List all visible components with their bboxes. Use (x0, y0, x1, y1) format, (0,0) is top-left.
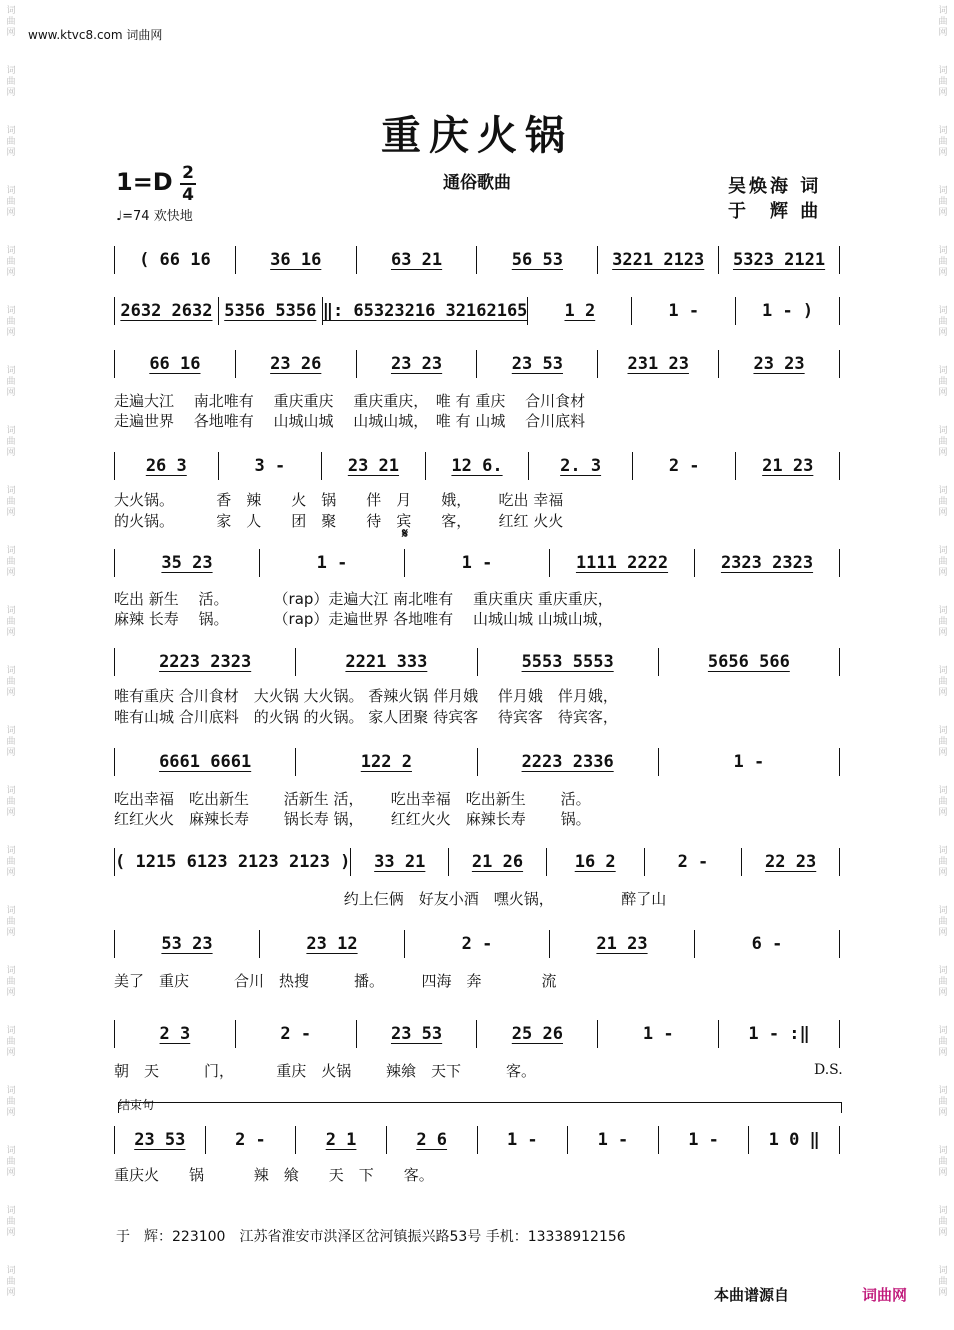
measure: 2 - (645, 848, 743, 876)
score-line-4 (114, 452, 840, 480)
measure: 21 26 (449, 848, 547, 876)
watermark-text: 词曲网 (6, 6, 16, 38)
watermark-text: 词曲网 (6, 246, 16, 278)
song-genre: 通俗歌曲 (443, 173, 511, 193)
watermark-text: 词曲网 (938, 246, 948, 278)
score-line-5 (114, 549, 840, 577)
measure: 2 1 (296, 1126, 387, 1154)
measure: 35 23 (114, 549, 260, 577)
score-line-2 (114, 297, 840, 325)
measure: 56 53 (477, 246, 598, 274)
measure: ‖: 65323216 32162165 (323, 297, 529, 325)
watermark-text: 词曲网 (938, 426, 948, 458)
site-watermark: www.ktvc8.com 词曲网 (28, 28, 163, 42)
lyric-line-6-verse-1: 唯有重庆 合川食材 大火锅 大火锅。 香辣火锅 伴月娥 伴月娥 伴月娥， (114, 687, 618, 705)
measure: 12 6. (426, 452, 530, 480)
measure: 25 26 (477, 1020, 598, 1048)
measure: 1111 2222 (550, 549, 695, 577)
lyric-line-6-verse-2: 唯有山城 合川底料 的火锅 的火锅。 家人团聚 待宾客 待宾客 待宾客， (114, 708, 618, 726)
composer-address: 于 辉：223100 江苏省淮安市洪泽区岔河镇振兴路53号 手机：13338912156 (116, 1229, 626, 1245)
lyric-line-8: 约上仨俩 好友小酒 嘿火锅， 醉了山 (114, 890, 667, 908)
measure: 5553 5553 (478, 648, 659, 676)
watermark-text: 词曲网 (938, 1026, 948, 1058)
ending-label: 结束句 (118, 1098, 155, 1112)
watermark-text: 词曲网 (6, 126, 16, 158)
measure: 5356 5356 (219, 297, 323, 325)
score-line-10 (114, 1020, 840, 1048)
measure: 1 - :‖ (719, 1020, 840, 1048)
watermark-right (936, 0, 950, 1330)
measure: 1 - (659, 748, 840, 776)
measure: 2. 3 (529, 452, 633, 480)
score-line-6 (114, 648, 840, 676)
watermark-text: 词曲网 (938, 1146, 948, 1178)
measure: ( 1215 6123 2123 2123 ) (114, 848, 351, 876)
watermark-text: 词曲网 (938, 1206, 948, 1238)
measure: 5656 566 (659, 648, 840, 676)
measure: 1 2 (528, 297, 632, 325)
measure: 231 23 (598, 350, 719, 378)
measure: 3 - (219, 452, 323, 480)
measure: 2 3 (114, 1020, 236, 1048)
dal-segno-mark: D.S. (814, 1062, 843, 1078)
lyric-line-4-verse-1: 大火锅。 香 辣 火 锅 伴 月 娥， 吃出 幸福 (114, 491, 564, 509)
time-signature: 2 4 (180, 164, 196, 204)
score-line-9 (114, 930, 840, 958)
watermark-text: 词曲网 (938, 546, 948, 578)
measure: 2632 2632 (114, 297, 219, 325)
watermark-text: 词曲网 (938, 126, 948, 158)
measure: 33 21 (351, 848, 449, 876)
score-line-11 (114, 1126, 840, 1154)
watermark-text: 词曲网 (938, 966, 948, 998)
measure: ( 66 16 (114, 246, 236, 274)
watermark-text: 词曲网 (938, 486, 948, 518)
tempo-marking: ♩=74 欢快地 (116, 209, 193, 224)
measure: 1 - (478, 1126, 569, 1154)
measure: 1 0 ‖ (749, 1126, 840, 1154)
watermark-text: 词曲网 (938, 606, 948, 638)
measure: 5323 2121 (719, 246, 840, 274)
key-signature: 1=D (116, 168, 173, 196)
watermark-text: 词曲网 (6, 906, 16, 938)
measure: 63 21 (357, 246, 478, 274)
watermark-text: 词曲网 (6, 306, 16, 338)
lyric-line-3-verse-1: 走遍大江 南北唯有 重庆重庆 重庆重庆， 唯 有 重庆 合川食材 (114, 392, 586, 410)
composer-credit: 于 辉 曲 (728, 201, 822, 222)
measure: 23 23 (719, 350, 840, 378)
watermark-text: 词曲网 (938, 666, 948, 698)
measure: 2221 333 (296, 648, 477, 676)
measure: 3221 2123 (598, 246, 719, 274)
measure: 2323 2323 (695, 549, 840, 577)
measure: 1 - (598, 1020, 719, 1048)
lyric-line-5-verse-1: 吃出 新生 活。 （rap）走遍大江 南北唯有 重庆重庆 重庆重庆， (114, 590, 613, 608)
measure: 23 12 (260, 930, 405, 958)
watermark-text: 词曲网 (938, 186, 948, 218)
measure: 1 - (260, 549, 405, 577)
lyric-line-3-verse-2: 走遍世界 各地唯有 山城山城 山城山城， 唯 有 山城 合川底料 (114, 412, 586, 430)
segno-sign: 𝄋 (402, 526, 409, 542)
measure: 23 23 (357, 350, 478, 378)
measure: 1 - ) (736, 297, 840, 325)
lyric-line-11: 重庆火 锅 辣 飨 天 下 客。 (114, 1166, 434, 1184)
measure: 22 23 (742, 848, 840, 876)
lyric-line-10: 朝 天 门， 重庆 火锅 辣飨 天下 客。 (114, 1062, 537, 1080)
brand-link[interactable]: 词曲网 (862, 1286, 908, 1304)
lyric-line-4-verse-2: 的火锅。 家 人 团 聚 待 宾 客， 红红 火火 (114, 512, 564, 530)
score-line-7 (114, 748, 840, 776)
watermark-text: 词曲网 (6, 66, 16, 98)
watermark-text: 词曲网 (6, 1086, 16, 1118)
measure: 16 2 (547, 848, 645, 876)
song-title: 重庆火锅 (381, 112, 573, 159)
measure: 6661 6661 (114, 748, 296, 776)
measure: 2223 2323 (114, 648, 296, 676)
measure: 23 21 (322, 452, 426, 480)
watermark-text: 词曲网 (938, 726, 948, 758)
lyric-line-7-verse-1: 吃出幸福 吃出新生 活新生 活， 吃出幸福 吃出新生 活。 (114, 790, 591, 808)
measure: 122 2 (296, 748, 477, 776)
watermark-text: 词曲网 (6, 186, 16, 218)
watermark-text: 词曲网 (938, 846, 948, 878)
watermark-text: 词曲网 (6, 1026, 16, 1058)
measure: 23 53 (357, 1020, 478, 1048)
measure: 1 - (659, 1126, 750, 1154)
lyric-line-5-verse-2: 麻辣 长寿 锅。 （rap）走遍世界 各地唯有 山城山城 山城山城， (114, 610, 613, 628)
lyricist-credit: 吴焕海 词 (728, 176, 822, 197)
watermark-text: 词曲网 (6, 486, 16, 518)
measure: 2 - (633, 452, 737, 480)
watermark-text: 词曲网 (6, 666, 16, 698)
measure: 1 - (405, 549, 550, 577)
watermark-text: 词曲网 (938, 306, 948, 338)
score-line-3 (114, 350, 840, 378)
measure: 21 23 (736, 452, 840, 480)
watermark-left (4, 0, 18, 1330)
measure: 66 16 (114, 350, 236, 378)
watermark-text: 词曲网 (6, 846, 16, 878)
lyric-line-7-verse-2: 红红火火 麻辣长寿 锅长寿 锅， 红红火火 麻辣长寿 锅。 (114, 810, 591, 828)
measure: 23 53 (114, 1126, 206, 1154)
lyric-line-9: 美了 重庆 合川 热搜 播。 四海 奔 流 (114, 972, 557, 990)
watermark-text: 词曲网 (6, 1146, 16, 1178)
watermark-text: 词曲网 (6, 606, 16, 638)
measure: 21 23 (550, 930, 695, 958)
measure: 2 6 (387, 1126, 478, 1154)
watermark-text: 词曲网 (6, 786, 16, 818)
measure: 2 - (405, 930, 550, 958)
watermark-text: 词曲网 (938, 786, 948, 818)
ending-bracket (118, 1102, 842, 1113)
watermark-text: 词曲网 (6, 1266, 16, 1298)
measure: 6 - (695, 930, 840, 958)
measure: 1 - (632, 297, 736, 325)
measure: 2 - (206, 1126, 297, 1154)
watermark-text: 词曲网 (6, 426, 16, 458)
watermark-text: 词曲网 (6, 966, 16, 998)
source-label: 本曲谱源自 (714, 1286, 790, 1304)
measure: 36 16 (236, 246, 357, 274)
measure: 26 3 (114, 452, 219, 480)
measure: 23 26 (236, 350, 357, 378)
watermark-text: 词曲网 (938, 66, 948, 98)
watermark-text: 词曲网 (938, 1266, 948, 1298)
watermark-text: 词曲网 (6, 1206, 16, 1238)
watermark-text: 词曲网 (6, 726, 16, 758)
measure: 53 23 (114, 930, 260, 958)
watermark-text: 词曲网 (6, 366, 16, 398)
watermark-text: 词曲网 (6, 546, 16, 578)
watermark-text: 词曲网 (938, 366, 948, 398)
measure: 2 - (236, 1020, 357, 1048)
measure: 23 53 (477, 350, 598, 378)
score-line-1 (114, 246, 840, 274)
score-line-8 (114, 848, 840, 876)
measure: 1 - (568, 1126, 659, 1154)
watermark-text: 词曲网 (938, 1086, 948, 1118)
measure: 2223 2336 (478, 748, 659, 776)
watermark-text: 词曲网 (938, 906, 948, 938)
watermark-text: 词曲网 (938, 6, 948, 38)
